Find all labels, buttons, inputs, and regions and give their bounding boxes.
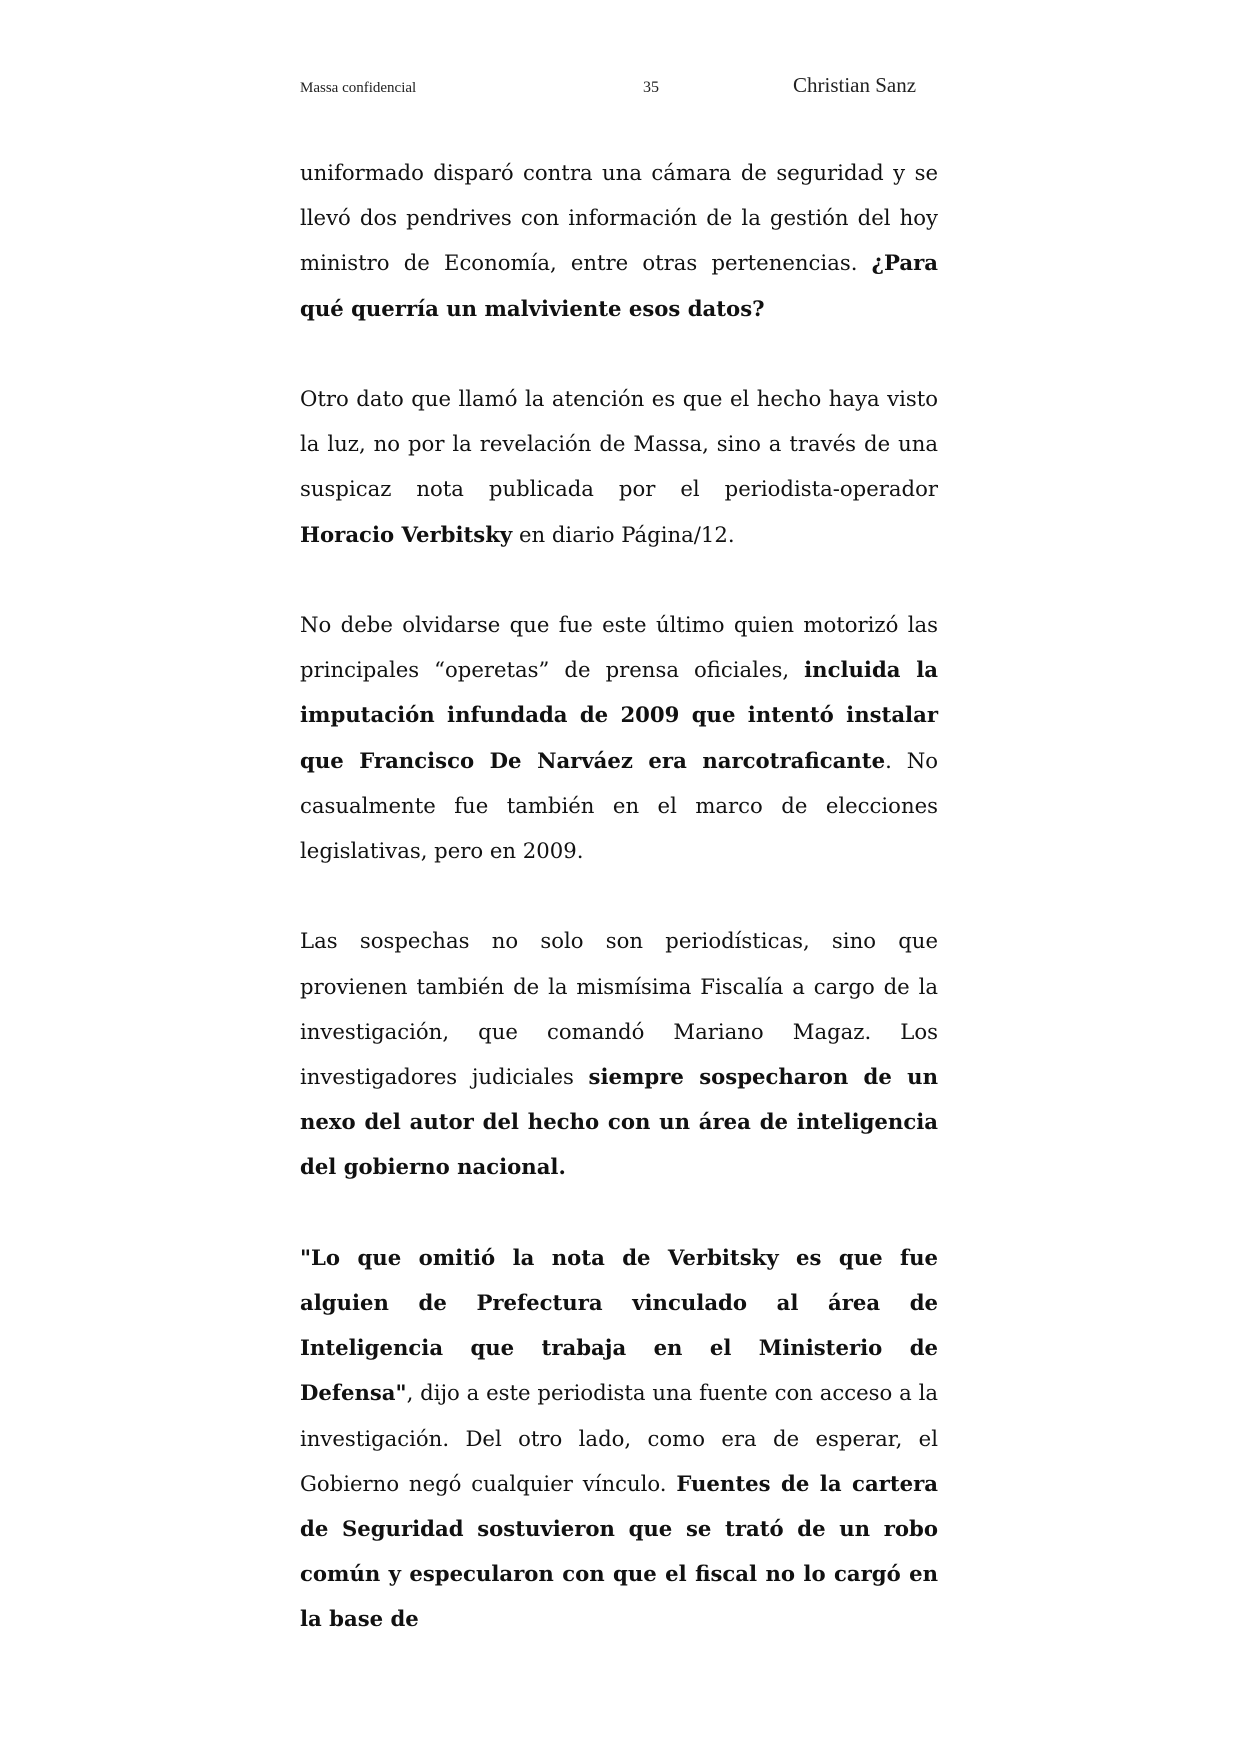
bold-text-run: Fuentes de la cartera de Seguridad sostuvieron que se trató de un robo común y especularon con que el fiscal no lo cargó en la base de (300, 1470, 938, 1632)
text-run: Las sospechas no solo son periodísticas, sino que provienen también de la mismísima Fiscalía a cargo de la investigación, que comandó Mariano Magaz. Los investigadores judiciales (300, 928, 938, 1090)
paragraph (300, 150, 938, 331)
text-run: uniformado disparó contra una cámara de seguridad y se llevó dos pendrives con información de la gestión del hoy ministro de Economía, entre otras pertenencias. (300, 160, 938, 276)
page-number: 35 (643, 79, 659, 96)
text-run: en diario Página/12. (512, 521, 735, 547)
body-text (300, 150, 938, 1687)
text-run: . No casualmente fue también en el marco de elecciones legislativas, pero en 2009. (300, 747, 938, 864)
paragraph (300, 1235, 938, 1642)
paragraph (300, 602, 938, 873)
bold-text-run: Horacio Verbitsky (300, 521, 513, 547)
text-run: Otro dato que llamó la atención es que el hecho haya visto la luz, no por la revelación de Massa, sino a través de una suspicaz nota publicada por el periodista-operador (300, 386, 938, 502)
paragraph (300, 376, 938, 557)
bold-text-run: incluida la imputación infundada de 2009 que intentó instalar que Francisco De Narváez era narcotraficante (300, 657, 938, 773)
running-header-title: Massa confidencial (300, 80, 417, 96)
paragraph (300, 918, 938, 1189)
bold-text-run: ¿Para qué querría un malviviente esos datos? (300, 250, 938, 321)
running-header-author: Christian Sanz (793, 73, 917, 97)
text-run: No debe olvidarse que fue este último quien motorizó las principales “operetas” de prensa oficiales, (300, 612, 938, 683)
text-run: , dijo a este periodista una fuente con acceso a la investigación. Del otro lado, como era de esperar, el Gobierno negó cualquier vínculo. (300, 1380, 938, 1496)
bold-text-run: "Lo que omitió la nota de Verbitsky es que fue alguien de Prefectura vinculado al área de Inteligencia que trabaja en el Ministerio de Defensa" (300, 1244, 938, 1406)
bold-text-run: siempre sospecharon de un nexo del autor del hecho con un área de inteligencia del gobierno nacional. (300, 1064, 938, 1180)
